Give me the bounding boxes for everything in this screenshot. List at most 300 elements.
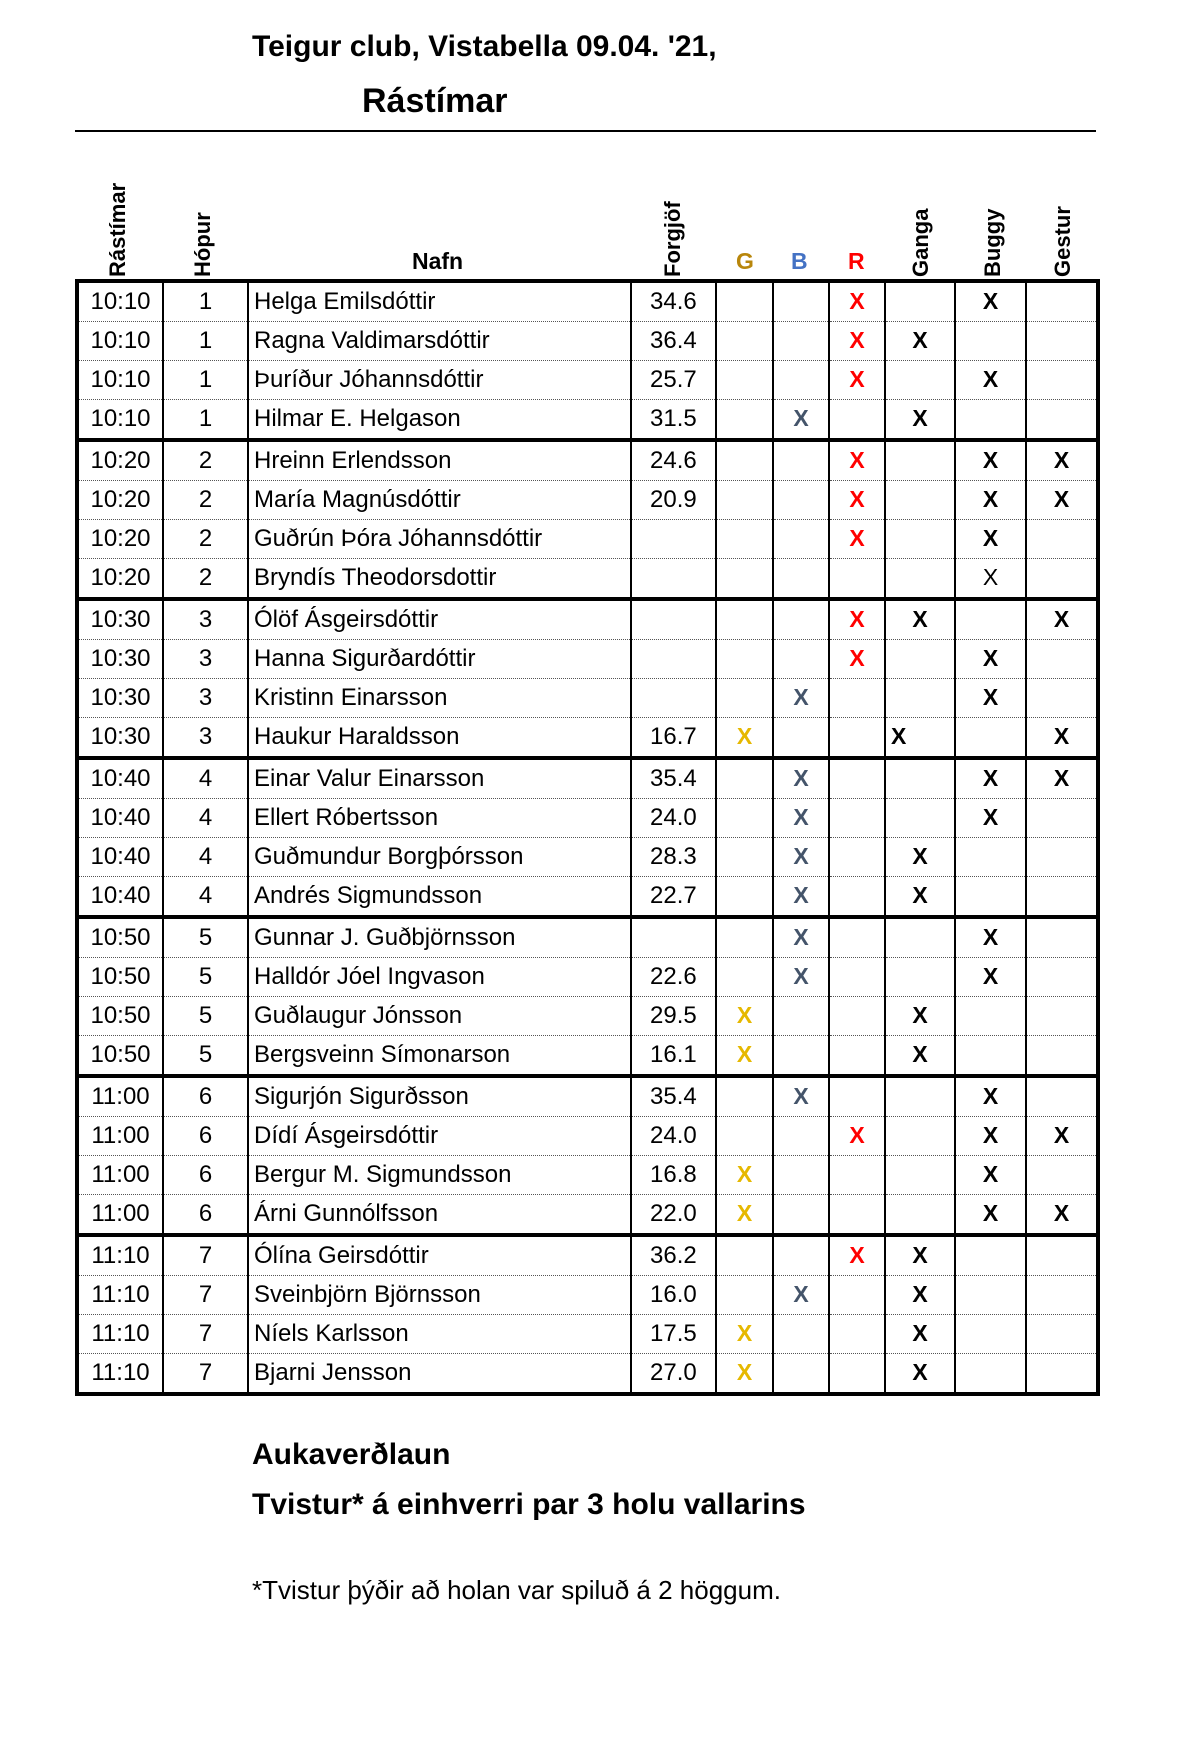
- table-row: [77, 361, 1098, 400]
- mark-g: X: [736, 1041, 753, 1067]
- cell-g: [716, 718, 773, 759]
- cell-handicap: 16.7: [631, 718, 716, 759]
- cell-guest: [1026, 599, 1098, 640]
- cell-g: [716, 440, 773, 481]
- mark-b: X: [793, 804, 809, 830]
- cell-g: [716, 1076, 773, 1117]
- mark-g: X: [736, 723, 753, 749]
- cell-group: 5: [163, 917, 248, 958]
- cell-handicap: 34.6: [631, 281, 716, 322]
- table-row: [77, 481, 1098, 520]
- cell-r: [829, 599, 885, 640]
- cell-name: Halldór Jóel Ingvason: [248, 958, 631, 997]
- cell-group: 7: [163, 1315, 248, 1354]
- cell-group: 3: [163, 718, 248, 759]
- cell-r: [829, 679, 885, 718]
- cell-walk: [885, 718, 955, 759]
- cell-name: Ólína Geirsdóttir: [248, 1235, 631, 1276]
- cell-walk: [885, 400, 955, 441]
- cell-walk: [885, 322, 955, 361]
- cell-time: 10:40: [77, 758, 163, 799]
- cell-time: 10:40: [77, 799, 163, 838]
- cell-guest: [1026, 1156, 1098, 1195]
- mark-guest: X: [1053, 1200, 1070, 1226]
- mark-g: X: [736, 1002, 753, 1028]
- mark-walk: X: [912, 606, 928, 632]
- cell-handicap: [631, 679, 716, 718]
- cell-handicap: [631, 520, 716, 559]
- cell-g: [716, 958, 773, 997]
- mark-guest: X: [1053, 1122, 1070, 1148]
- mark-r: X: [849, 366, 865, 392]
- cell-time: 10:30: [77, 679, 163, 718]
- cell-group: 4: [163, 758, 248, 799]
- mark-buggy: X: [982, 804, 999, 830]
- cell-b: [773, 1036, 829, 1077]
- cell-handicap: 28.3: [631, 838, 716, 877]
- cell-r: [829, 997, 885, 1036]
- cell-g: [716, 281, 773, 322]
- cell-b: [773, 520, 829, 559]
- cell-time: 10:10: [77, 281, 163, 322]
- cell-r: [829, 481, 885, 520]
- cell-guest: [1026, 958, 1098, 997]
- cell-buggy: [955, 877, 1026, 918]
- cell-b: [773, 281, 829, 322]
- mark-b: X: [793, 882, 809, 908]
- cell-r: [829, 1156, 885, 1195]
- cell-b: [773, 1276, 829, 1315]
- cell-name: Bryndís Theodorsdottir: [248, 559, 631, 600]
- cell-handicap: 31.5: [631, 400, 716, 441]
- cell-walk: [885, 1036, 955, 1077]
- cell-handicap: 36.2: [631, 1235, 716, 1276]
- cell-group: 5: [163, 1036, 248, 1077]
- cell-guest: [1026, 799, 1098, 838]
- cell-g: [716, 481, 773, 520]
- cell-group: 6: [163, 1156, 248, 1195]
- cell-group: 7: [163, 1235, 248, 1276]
- cell-name: Þuríður Jóhannsdóttir: [248, 361, 631, 400]
- table-row: [77, 1235, 1098, 1276]
- cell-r: [829, 877, 885, 918]
- mark-buggy: X: [982, 924, 999, 950]
- cell-r: [829, 640, 885, 679]
- cell-buggy: [955, 1195, 1026, 1236]
- mark-b: X: [793, 1083, 809, 1109]
- mark-buggy: X: [982, 1083, 999, 1109]
- cell-buggy: [955, 1117, 1026, 1156]
- cell-r: [829, 1315, 885, 1354]
- cell-guest: [1026, 481, 1098, 520]
- cell-g: [716, 1117, 773, 1156]
- cell-guest: [1026, 718, 1098, 759]
- cell-r: [829, 361, 885, 400]
- cell-walk: [885, 877, 955, 918]
- cell-r: [829, 322, 885, 361]
- table-row: [77, 958, 1098, 997]
- cell-b: [773, 599, 829, 640]
- mark-buggy: X: [982, 366, 999, 392]
- cell-time: 10:50: [77, 958, 163, 997]
- cell-r: [829, 1036, 885, 1077]
- cell-guest: [1026, 1276, 1098, 1315]
- cell-handicap: 24.6: [631, 440, 716, 481]
- cell-buggy: [955, 599, 1026, 640]
- cell-time: 11:00: [77, 1076, 163, 1117]
- cell-g: [716, 758, 773, 799]
- cell-b: [773, 481, 829, 520]
- cell-buggy: [955, 997, 1026, 1036]
- cell-name: Hanna Sigurðardóttir: [248, 640, 631, 679]
- cell-r: [829, 281, 885, 322]
- mark-r: X: [849, 525, 865, 551]
- table-row: [77, 281, 1098, 322]
- cell-buggy: [955, 440, 1026, 481]
- cell-buggy: [955, 917, 1026, 958]
- cell-walk: [885, 1354, 955, 1395]
- cell-walk: [885, 1276, 955, 1315]
- cell-walk: [885, 520, 955, 559]
- cell-walk: [885, 281, 955, 322]
- cell-time: 10:50: [77, 917, 163, 958]
- cell-walk: [885, 361, 955, 400]
- cell-r: [829, 1117, 885, 1156]
- cell-time: 10:30: [77, 599, 163, 640]
- table-row: [77, 400, 1098, 441]
- cell-g: [716, 1276, 773, 1315]
- cell-group: 6: [163, 1076, 248, 1117]
- mark-buggy: X: [982, 525, 999, 551]
- cell-g: [716, 799, 773, 838]
- table-row: [77, 1276, 1098, 1315]
- cell-name: María Magnúsdóttir: [248, 481, 631, 520]
- cell-walk: [885, 1195, 955, 1236]
- cell-time: 11:00: [77, 1117, 163, 1156]
- cell-b: [773, 322, 829, 361]
- cell-r: [829, 917, 885, 958]
- cell-group: 5: [163, 958, 248, 997]
- cell-time: 10:20: [77, 559, 163, 600]
- cell-guest: [1026, 1315, 1098, 1354]
- bonus-text: Tvistur* á einhverri par 3 holu vallarins: [252, 1488, 806, 1521]
- cell-name: Guðmundur Borgþórsson: [248, 838, 631, 877]
- cell-g: [716, 400, 773, 441]
- cell-r: [829, 799, 885, 838]
- cell-group: 3: [163, 679, 248, 718]
- cell-handicap: 22.6: [631, 958, 716, 997]
- cell-buggy: [955, 1276, 1026, 1315]
- cell-name: Guðrún Þóra Jóhannsdóttir: [248, 520, 631, 559]
- cell-walk: [885, 1117, 955, 1156]
- cell-r: [829, 1235, 885, 1276]
- cell-handicap: [631, 640, 716, 679]
- cell-name: Helga Emilsdóttir: [248, 281, 631, 322]
- cell-g: [716, 997, 773, 1036]
- mark-buggy: X: [982, 963, 999, 989]
- table-row: [77, 559, 1098, 600]
- cell-b: [773, 1235, 829, 1276]
- cell-guest: [1026, 1036, 1098, 1077]
- cell-r: [829, 718, 885, 759]
- cell-handicap: 24.0: [631, 1117, 716, 1156]
- cell-handicap: 17.5: [631, 1315, 716, 1354]
- cell-guest: [1026, 640, 1098, 679]
- cell-walk: [885, 1235, 955, 1276]
- mark-walk: X: [912, 882, 928, 908]
- table-row: [77, 520, 1098, 559]
- table-row: [77, 718, 1098, 759]
- cell-time: 10:20: [77, 520, 163, 559]
- cell-g: [716, 322, 773, 361]
- cell-time: 10:40: [77, 877, 163, 918]
- cell-name: Haukur Haraldsson: [248, 718, 631, 759]
- cell-b: [773, 1195, 829, 1236]
- cell-time: 11:10: [77, 1235, 163, 1276]
- mark-guest: X: [1053, 606, 1070, 632]
- cell-handicap: [631, 559, 716, 600]
- cell-name: Bergsveinn Símonarson: [248, 1036, 631, 1077]
- cell-name: Gunnar J. Guðbjörnsson: [248, 917, 631, 958]
- cell-buggy: [955, 1156, 1026, 1195]
- cell-guest: [1026, 1076, 1098, 1117]
- mark-guest: X: [1053, 765, 1070, 791]
- cell-name: Hreinn Erlendsson: [248, 440, 631, 481]
- cell-b: [773, 877, 829, 918]
- mark-walk: X: [912, 1320, 928, 1346]
- cell-time: 11:10: [77, 1276, 163, 1315]
- cell-b: [773, 838, 829, 877]
- cell-buggy: [955, 481, 1026, 520]
- cell-group: 3: [163, 599, 248, 640]
- table-row: [77, 679, 1098, 718]
- cell-group: 1: [163, 400, 248, 441]
- table-row: [77, 1076, 1098, 1117]
- mark-buggy: X: [982, 1200, 999, 1226]
- mark-walk: X: [912, 327, 928, 353]
- cell-buggy: [955, 1076, 1026, 1117]
- cell-b: [773, 679, 829, 718]
- cell-time: 11:00: [77, 1195, 163, 1236]
- mark-g: X: [736, 1161, 753, 1187]
- cell-r: [829, 400, 885, 441]
- cell-guest: [1026, 1117, 1098, 1156]
- cell-buggy: [955, 281, 1026, 322]
- cell-r: [829, 1354, 885, 1395]
- mark-b: X: [793, 1281, 809, 1307]
- mark-r: X: [849, 645, 865, 671]
- mark-buggy: X: [982, 645, 999, 671]
- tee-time-table: [75, 279, 1100, 1396]
- cell-time: 10:10: [77, 400, 163, 441]
- cell-name: Einar Valur Einarsson: [248, 758, 631, 799]
- cell-b: [773, 1354, 829, 1395]
- footnote: *Tvistur þýðir að holan var spiluð á 2 höggum.: [252, 1575, 781, 1605]
- cell-walk: [885, 640, 955, 679]
- table-row: [77, 1036, 1098, 1077]
- cell-r: [829, 559, 885, 600]
- cell-name: Guðlaugur Jónsson: [248, 997, 631, 1036]
- cell-b: [773, 799, 829, 838]
- cell-g: [716, 1036, 773, 1077]
- mark-buggy: X: [982, 684, 999, 710]
- cell-handicap: 36.4: [631, 322, 716, 361]
- cell-guest: [1026, 917, 1098, 958]
- cell-handicap: 20.9: [631, 481, 716, 520]
- cell-group: 7: [163, 1276, 248, 1315]
- cell-buggy: [955, 679, 1026, 718]
- cell-walk: [885, 679, 955, 718]
- cell-b: [773, 958, 829, 997]
- cell-handicap: 35.4: [631, 758, 716, 799]
- cell-buggy: [955, 1235, 1026, 1276]
- mark-r: X: [849, 486, 865, 512]
- cell-handicap: 22.7: [631, 877, 716, 918]
- cell-walk: [885, 1076, 955, 1117]
- cell-group: 4: [163, 799, 248, 838]
- table-row: [77, 838, 1098, 877]
- cell-group: 4: [163, 877, 248, 918]
- cell-b: [773, 1076, 829, 1117]
- cell-walk: [885, 599, 955, 640]
- cell-buggy: [955, 361, 1026, 400]
- cell-handicap: 24.0: [631, 799, 716, 838]
- mark-r: X: [849, 1122, 865, 1148]
- cell-group: 7: [163, 1354, 248, 1395]
- cell-name: Ólöf Ásgeirsdóttir: [248, 599, 631, 640]
- mark-r: X: [849, 327, 865, 353]
- cell-walk: [885, 559, 955, 600]
- mark-buggy: X: [982, 447, 999, 473]
- mark-walk: X: [912, 843, 928, 869]
- cell-time: 10:10: [77, 361, 163, 400]
- cell-time: 10:20: [77, 440, 163, 481]
- cell-name: Níels Karlsson: [248, 1315, 631, 1354]
- table-row: [77, 799, 1098, 838]
- header-r: R: [848, 248, 865, 274]
- table-row: [77, 1315, 1098, 1354]
- cell-g: [716, 599, 773, 640]
- cell-time: 10:30: [77, 718, 163, 759]
- mark-b: X: [793, 405, 809, 431]
- cell-buggy: [955, 958, 1026, 997]
- cell-time: 10:50: [77, 1036, 163, 1077]
- cell-group: 2: [163, 559, 248, 600]
- mark-walk: X: [912, 1281, 928, 1307]
- table-row: [77, 917, 1098, 958]
- cell-handicap: 16.0: [631, 1276, 716, 1315]
- mark-r: X: [849, 447, 865, 473]
- cell-g: [716, 877, 773, 918]
- cell-handicap: 16.8: [631, 1156, 716, 1195]
- cell-guest: [1026, 1195, 1098, 1236]
- mark-g: X: [736, 1359, 753, 1385]
- mark-guest: X: [1053, 723, 1070, 749]
- cell-b: [773, 361, 829, 400]
- mark-r: X: [849, 288, 865, 314]
- cell-name: Hilmar E. Helgason: [248, 400, 631, 441]
- cell-g: [716, 1354, 773, 1395]
- table-row: [77, 1117, 1098, 1156]
- cell-guest: [1026, 758, 1098, 799]
- cell-guest: [1026, 679, 1098, 718]
- cell-b: [773, 1156, 829, 1195]
- cell-walk: [885, 481, 955, 520]
- cell-r: [829, 1195, 885, 1236]
- table-row: [77, 758, 1098, 799]
- mark-walk: X: [912, 1359, 928, 1385]
- cell-walk: [885, 1156, 955, 1195]
- cell-group: 5: [163, 997, 248, 1036]
- cell-walk: [885, 958, 955, 997]
- cell-guest: [1026, 997, 1098, 1036]
- cell-time: 11:10: [77, 1315, 163, 1354]
- cell-handicap: 27.0: [631, 1354, 716, 1395]
- cell-guest: [1026, 281, 1098, 322]
- cell-buggy: [955, 400, 1026, 441]
- cell-name: Ellert Róbertsson: [248, 799, 631, 838]
- table-row: [77, 440, 1098, 481]
- cell-time: 10:10: [77, 322, 163, 361]
- mark-buggy: X: [982, 1161, 999, 1187]
- cell-buggy: [955, 1315, 1026, 1354]
- header-g: G: [736, 248, 754, 274]
- mark-r: X: [849, 606, 865, 632]
- cell-b: [773, 758, 829, 799]
- cell-b: [773, 917, 829, 958]
- cell-guest: [1026, 877, 1098, 918]
- table-row: [77, 997, 1098, 1036]
- cell-group: 1: [163, 281, 248, 322]
- mark-b: X: [793, 843, 809, 869]
- cell-handicap: [631, 599, 716, 640]
- cell-name: Bjarni Jensson: [248, 1354, 631, 1395]
- mark-buggy: X: [982, 288, 999, 314]
- cell-time: 11:10: [77, 1354, 163, 1395]
- document-title: Teigur club, Vistabella 09.04. '21,: [252, 30, 717, 63]
- cell-r: [829, 838, 885, 877]
- cell-buggy: [955, 1036, 1026, 1077]
- cell-g: [716, 838, 773, 877]
- cell-guest: [1026, 838, 1098, 877]
- cell-b: [773, 1117, 829, 1156]
- cell-g: [716, 361, 773, 400]
- cell-guest: [1026, 440, 1098, 481]
- title-divider: [75, 130, 1096, 132]
- cell-b: [773, 1315, 829, 1354]
- cell-handicap: 25.7: [631, 361, 716, 400]
- cell-walk: [885, 1315, 955, 1354]
- cell-r: [829, 440, 885, 481]
- header-name: Nafn: [412, 248, 464, 274]
- cell-buggy: [955, 1354, 1026, 1395]
- cell-name: Dídí Ásgeirsdóttir: [248, 1117, 631, 1156]
- cell-group: 1: [163, 322, 248, 361]
- mark-buggy: X: [982, 1122, 999, 1148]
- mark-walk: X: [891, 723, 907, 749]
- header-b: B: [791, 248, 808, 274]
- cell-group: 1: [163, 361, 248, 400]
- cell-guest: [1026, 1354, 1098, 1395]
- cell-g: [716, 559, 773, 600]
- mark-walk: X: [912, 405, 928, 431]
- cell-buggy: [955, 520, 1026, 559]
- cell-g: [716, 679, 773, 718]
- cell-r: [829, 1076, 885, 1117]
- cell-group: 3: [163, 640, 248, 679]
- cell-handicap: 35.4: [631, 1076, 716, 1117]
- cell-r: [829, 1276, 885, 1315]
